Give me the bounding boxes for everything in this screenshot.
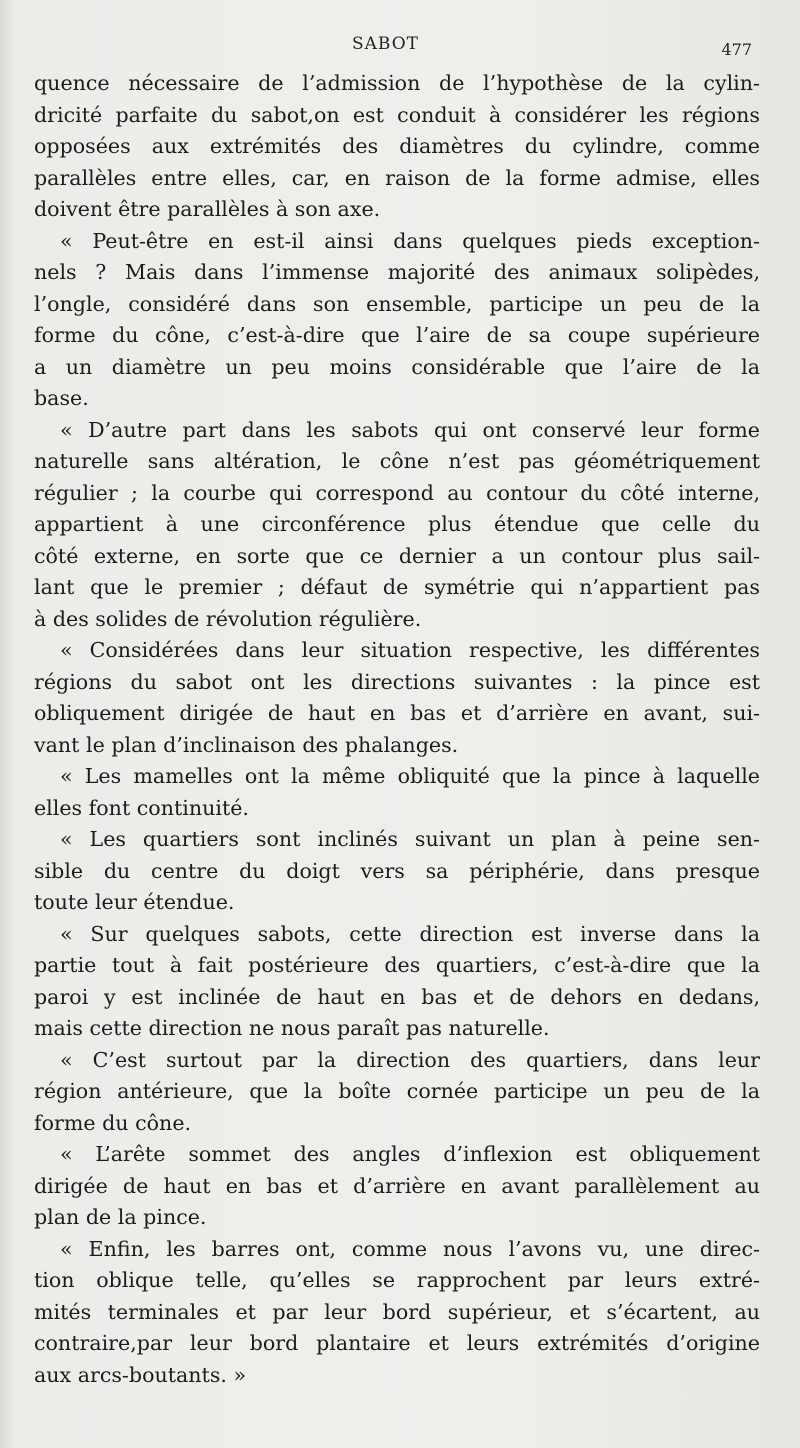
- paragraph: [34, 1234, 760, 1392]
- text-line: « C’est surtout par la direction des quartiers, dans leur: [60, 1047, 760, 1072]
- text-line: régions du sabot ont les directions suivantes : la pince est: [34, 669, 760, 694]
- text-line: parallèles entre elles, car, en raison de la forme admise, elles: [34, 165, 760, 190]
- text-line: lant que le premier ; défaut de symétrie qui n’appartient pas: [34, 575, 760, 599]
- paragraph: [34, 824, 760, 919]
- text-line: à des solides de révolution régulière.: [34, 606, 422, 631]
- text-line: forme du cône.: [34, 1110, 192, 1135]
- text-line: nels ? Mais dans l’immense majorité des animaux solipèdes,: [34, 260, 760, 284]
- text-line: « Les quartiers sont inclinés suivant un plan à peine sen-: [60, 827, 760, 851]
- text-line: tion oblique telle, qu’elles se rapprochent par leurs extré-: [34, 1268, 760, 1292]
- paragraph: [34, 68, 760, 226]
- text-line: obliquement dirigée de haut en bas et d’arrière en avant, sui-: [34, 701, 760, 725]
- text-line: « Peut-être en est-il ainsi dans quelques pieds exception-: [60, 228, 760, 253]
- text-line: appartient à une circonférence plus étendue que celle du: [34, 512, 760, 536]
- page-number: 477: [721, 40, 752, 59]
- text-line: base.: [34, 386, 89, 410]
- text-line: dricité parfaite du sabot,on est conduit à considérer les régions: [34, 102, 760, 127]
- text-line: « Sur quelques sabots, cette direction est inverse dans la: [60, 921, 760, 946]
- running-title: SABOT: [352, 34, 420, 54]
- text-line: elles font continuité.: [34, 795, 249, 820]
- text-line: forme du cône, c’est-à-dire que l’aire de sa coupe supérieure: [34, 323, 760, 347]
- text-line: paroi y est inclinée de haut en bas et de dehors en dedans,: [34, 984, 760, 1009]
- text-line: côté externe, en sorte que ce dernier a un contour plus sail-: [34, 543, 760, 568]
- text-line: partie tout à fait postérieure des quartiers, c’est-à-dire que la: [34, 953, 760, 977]
- paragraph: [34, 415, 760, 636]
- text-line: contraire,par leur bord plantaire et leurs extrémités d’origine: [34, 1331, 760, 1355]
- text-line: « L’arête sommet des angles d’inflexion est obliquement: [60, 1142, 760, 1166]
- body-text: [34, 68, 760, 1391]
- text-line: « Considérées dans leur situation respective, les différentes: [60, 638, 760, 662]
- paragraph: [34, 761, 760, 824]
- text-line: quence nécessaire de l’admission de l’hypothèse de la cylin-: [34, 71, 760, 95]
- text-line: aux arcs-boutants. »: [34, 1362, 247, 1387]
- text-line: naturelle sans altération, le cône n’est pas géométriquement: [34, 449, 760, 473]
- text-line: régulier ; la courbe qui correspond au contour du côté interne,: [34, 480, 760, 505]
- paragraph: [34, 919, 760, 1045]
- text-line: sible du centre du doigt vers sa périphérie, dans presque: [34, 858, 760, 883]
- paragraph: [34, 1045, 760, 1140]
- text-line: plan de la pince.: [34, 1205, 207, 1229]
- text-line: l’ongle, considéré dans son ensemble, participe un peu de la: [34, 291, 760, 316]
- text-line: région antérieure, que la boîte cornée participe un peu de la: [34, 1079, 760, 1103]
- paragraph: [34, 226, 760, 415]
- text-line: a un diamètre un peu moins considérable que l’aire de la: [34, 354, 760, 379]
- text-line: mités terminales et par leur bord supérieur, et s’écartent, au: [34, 1299, 760, 1324]
- text-line: toute leur étendue.: [34, 890, 235, 914]
- paragraph: [34, 1139, 760, 1234]
- text-line: vant le plan d’inclinaison des phalanges.: [34, 732, 459, 757]
- text-line: doivent être parallèles à son axe.: [34, 197, 381, 221]
- page-header: [0, 34, 800, 58]
- paragraph: [34, 635, 760, 761]
- text-line: « Les mamelles ont la même obliquité que la pince à laquelle: [60, 764, 760, 788]
- text-line: opposées aux extrémités des diamètres du cylindre, comme: [34, 134, 760, 158]
- text-line: « D’autre part dans les sabots qui ont conservé leur forme: [60, 417, 760, 442]
- text-line: mais cette direction ne nous paraît pas naturelle.: [34, 1016, 550, 1040]
- text-line: dirigée de haut en bas et d’arrière en avant parallèlement au: [34, 1173, 760, 1198]
- text-line: « Enfin, les barres ont, comme nous l’avons vu, une direc-: [60, 1236, 760, 1261]
